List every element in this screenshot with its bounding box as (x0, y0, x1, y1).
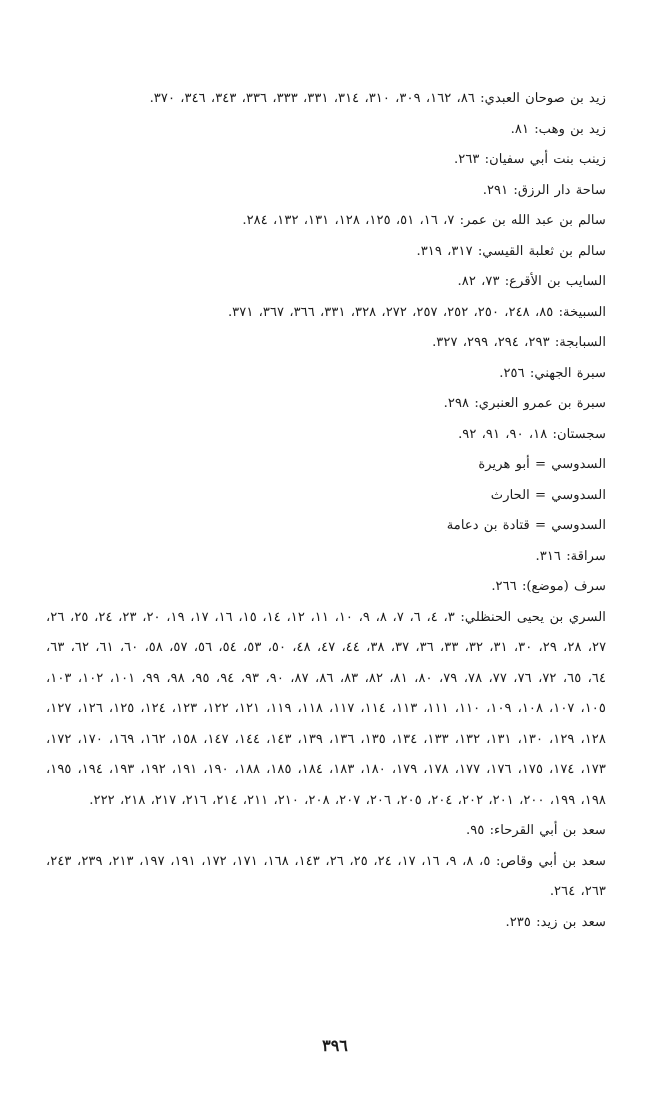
index-entry: سرف (موضع): ٢٦٦. (491, 579, 606, 594)
index-entry: السدوسي = أبو هريرة (478, 457, 606, 472)
index-entry: سبرة بن عمرو العنبري: ٢٩٨. (443, 396, 606, 411)
index-entry: السبيخة: ٨٥، ٢٤٨، ٢٥٠، ٢٥٢، ٢٥٧، ٢٧٢، ٣٢٨، ٣٣١، ٣٦٦، ٣٦٧، ٣٧١. (227, 304, 606, 320)
index-entry-long: السري بن يحيى الحنظلي: ٣، ٤، ٦، ٧، ٨، ٩، ١٠، ١١، ١٢، ١٤، ١٥، ١٦، ١٧، ١٩، ٢٠، ٢٣، ٢٤، ٢٥، ٢٦، ٢٧، ٢٨، ٢٩، ٣٠، ٣١، ٣٢، ٣٣، ٣٦، ٣٧، ٣٨، ٤٤، ٤٧، ٤٨، ٥٠، ٥٣، ٥٤، ٥٦، ٥٧، ٥٨، ٦٠، ٦١، ٦٢، ٦٣، ٦٤، ٦٥، ٧٢، ٧٦، ٧٧، ٧٨، ٧٩، ٨٠، ٨١، ٨٢، ٨٣، ٨٦، ٨٧، ٩٠، ٩٣، ٩٤، ٩٥، ٩٨، ٩٩، ١٠١، ١٠٢، ١٠٣، ١٠٥، ١٠٧، ١٠٨، ١٠٩، ١١٠، ١١١، ١١٣، ١١٤، ١١٧، ١١٨، ١١٩، ١٢١، ١٢٢، ١٢٣، ١٢٤، ١٢٥، ١٢٦، ١٢٧، ١٢٨، ١٢٩، ١٣٠، ١٣١، ١٣٢، ١٣٣، ١٣٤، ١٣٥، ١٣٦، ١٣٩، ١٤٣، ١٤٤، ١٤٧، ١٥٨، ١٦٢، ١٦٩، ١٧٠، ١٧٢، ١٧٣، ١٧٤، ١٧٥، ١٧٦، ١٧٧، ١٧٨، ١٧٩، ١٨٠، ١٨٣، ١٨٤، ١٨٥، ١٨٨، ١٩٠، ١٩١، ١٩٢، ١٩٣، ١٩٤، ١٩٥، ١٩٨، ١٩٩، ٢٠٠، ٢٠١، ٢٠٢، ٢٠٤، ٢٠٥، ٢٠٦، ٢٠٧، ٢٠٨، ٢١٠، ٢١١، ٢١٤، ٢١٦، ٢١٧، ٢١٨، ٢٢٢. (46, 609, 607, 808)
index-entry: زينب بنت أبي سفيان: ٢٦٣. (454, 152, 606, 167)
index-entry: السايب بن الأقرع: ٧٣، ٨٢. (457, 274, 606, 289)
index-entry: زيد بن صوحان العبدي: ٨٦، ١٦٢، ٣٠٩، ٣١٠، ٣١٤، ٣٣١، ٣٣٣، ٣٣٦، ٣٤٣، ٣٤٦، ٣٧٠. (149, 91, 606, 106)
index-entry-long: سعد بن أبي وقاص: ٥، ٨، ٩، ١٦، ١٧، ٢٤، ٢٥، ٢٦، ١٤٣، ١٦٨، ١٧١، ١٧٢، ١٩١، ١٩٧، ٢١٣، ٢٣٩، ٢٤٣، ٢٦٣، ٢٦٤. (46, 853, 606, 899)
index-entry: السدوسي = قتادة بن دعامة (446, 518, 606, 533)
page-number: ٣٩٦ (322, 1036, 348, 1055)
index-entry: زيد بن وهب: ٨١. (510, 121, 606, 137)
index-entry: سالم بن ثعلبة القيسي: ٣١٧، ٣١٩. (416, 243, 606, 259)
index-entry: السبابجة: ٢٩٣، ٢٩٤، ٢٩٩، ٣٢٧. (432, 335, 606, 350)
index-entry: سبرة الجهني: ٢٥٦. (499, 365, 606, 381)
index-entry: سراقة: ٣١٦. (535, 548, 606, 564)
index-entry: سالم بن عبد الله بن عمر: ٧، ١٦، ٥١، ١٢٥، ١٢٨، ١٣١، ١٣٢، ٢٨٤. (242, 213, 606, 228)
index-entry: السدوسي = الحارث (490, 487, 606, 503)
index-entry: سعد بن زيد: ٢٣٥. (505, 914, 606, 930)
index-entry: سجستان: ١٨، ٩٠، ٩١، ٩٢. (458, 426, 606, 442)
index-entry: سعد بن أبي القرحاء: ٩٥. (466, 823, 606, 838)
index-entry: ساحة دار الرزق: ٢٩١. (482, 182, 606, 198)
